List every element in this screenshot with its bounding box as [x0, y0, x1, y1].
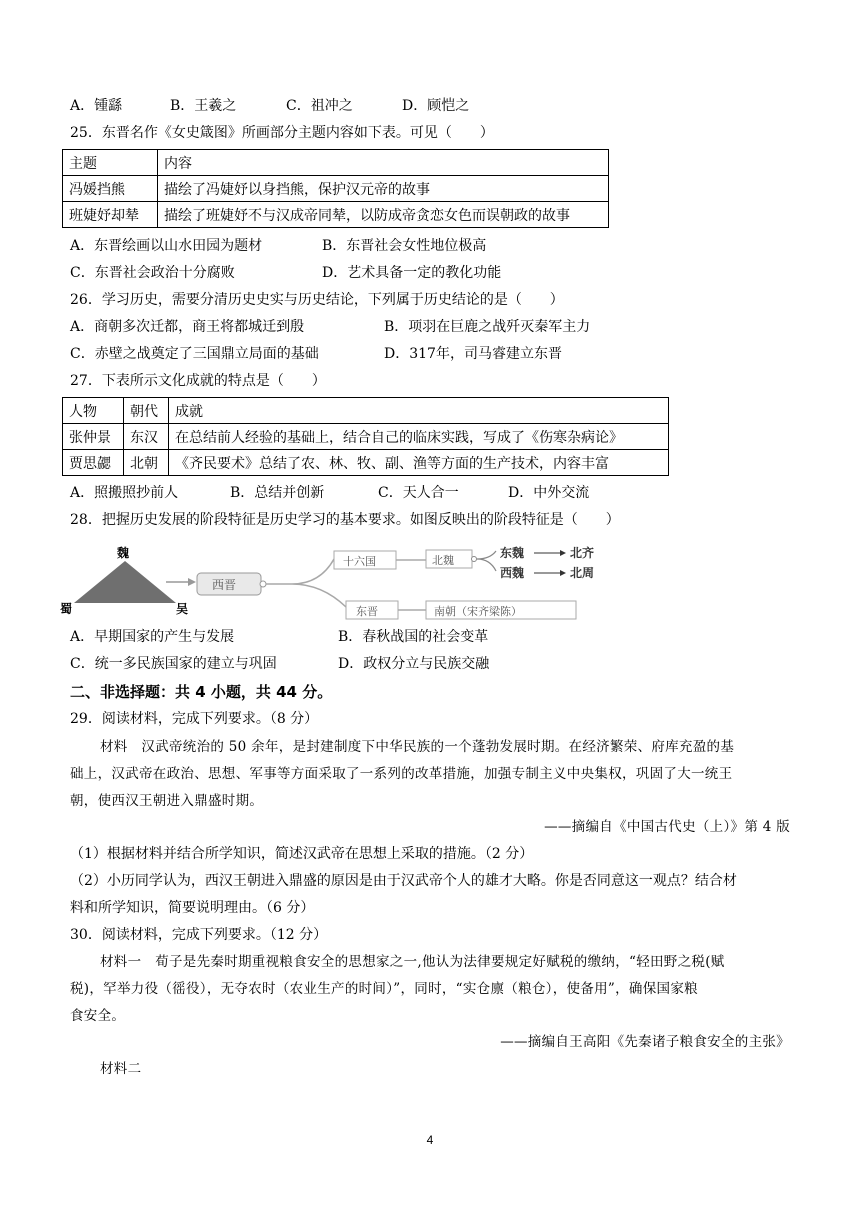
q25-table	[62, 149, 609, 228]
table-row	[63, 424, 669, 450]
table-row	[63, 176, 609, 202]
table-cell: 冯媛挡熊	[63, 176, 158, 202]
q26-stem: 26．学习历史，需要分清历史史实与历史结论，下列属于历史结论的是（ ）	[70, 292, 564, 308]
table-row	[63, 150, 609, 176]
table-cell: 北朝	[124, 450, 169, 476]
label-xijin: 西晋	[212, 578, 237, 592]
q24-option-d: D．顾恺之	[402, 98, 470, 114]
label-wu: 吴	[176, 602, 189, 616]
table-cell: 东汉	[124, 424, 169, 450]
q29-stem: 29．阅读材料，完成下列要求。（8 分）	[70, 711, 319, 727]
q25-option-a: A．东晋绘画以山水田园为题材	[70, 238, 263, 254]
q26-option-c: C．赤壁之战奠定了三国鼎立局面的基础	[70, 346, 319, 362]
label-beiqi: 北齐	[570, 546, 595, 560]
q28-option-a: A．早期国家的产生与发展	[70, 629, 235, 645]
label-xiwei: 西魏	[500, 566, 525, 580]
three-kingdoms-triangle	[74, 561, 176, 603]
table-cell: 在总结前人经验的基础上，结合自己的临床实践，写成了《伤寒杂病论》	[169, 424, 669, 450]
q25-option-b: B．东晋社会女性地位极高	[322, 238, 487, 254]
table-header-cell: 内容	[158, 150, 609, 176]
q27-option-c: C．天人合一	[378, 485, 459, 501]
q27-stem: 27．下表所示文化成就的特点是（ ）	[70, 373, 326, 389]
q30-material1-line1: 材料一 荀子是先秦时期重视粮食安全的思想家之一,他认为法律要规定好赋税的缴纳，“轻田野之税(赋	[100, 954, 725, 970]
q25-option-c: C．东晋社会政治十分腐败	[70, 265, 235, 281]
q30-source: ——摘编自王高阳《先秦诸子粮食安全的主张》	[500, 1034, 790, 1050]
table-header-cell: 主题	[63, 150, 158, 176]
q24-option-c: C．祖冲之	[286, 98, 353, 114]
q29-sub2-line2: 料和所学知识，简要说明理由。（6 分）	[70, 900, 315, 916]
label-beiwei: 北魏	[432, 554, 454, 567]
q28-stem: 28．把握历史发展的阶段特征是历史学习的基本要求。如图反映出的阶段特征是（ ）	[70, 512, 620, 528]
q25-option-d: D．艺术具备一定的教化功能	[322, 265, 502, 281]
table-cell: 《齐民要术》总结了农、林、牧、副、渔等方面的生产技术，内容丰富	[169, 450, 669, 476]
table-cell: 描绘了班婕妤不与汉成帝同辇，以防成帝贪恋女色而误朝政的故事	[158, 202, 609, 228]
q29-material-line2: 础上，汉武帝在政治、思想、军事等方面采取了一系列的改革措施，加强专制主义中央集权，巩固了大一统王	[70, 766, 733, 782]
section-heading: 二、非选择题：共 4 小题，共 44 分。	[70, 683, 333, 701]
q27-option-a: A．照搬照抄前人	[70, 485, 179, 501]
table-cell: 张仲景	[63, 424, 124, 450]
table-cell: 描绘了冯婕妤以身挡熊，保护汉元帝的故事	[158, 176, 609, 202]
q30-material1-line2: 税)，罕举力役（徭役），无夺农时（农业生产的时间）”，同时，“实仓廪（粮仓），使备用”，确保国家粮	[70, 981, 698, 997]
dynasty-diagram	[60, 545, 600, 621]
q26-option-d: D．317年，司马睿建立东晋	[384, 346, 562, 362]
table-header-cell: 成就	[169, 398, 669, 424]
q29-sub2-line1: （2）小历同学认为，西汉王朝进入鼎盛的原因是由于汉武帝个人的雄才大略。你是否同意这一观点？结合材	[70, 873, 737, 889]
q28-option-c: C．统一多民族国家的建立与巩固	[70, 656, 277, 672]
q29-material-line1: 材料 汉武帝统治的 50 余年，是封建制度下中华民族的一个蓬勃发展时期。在经济繁荣、府库充盈的基	[100, 739, 735, 755]
q27-table	[62, 397, 669, 476]
page-number: 4	[426, 1133, 434, 1147]
label-dongjin: 东晋	[356, 605, 378, 618]
q26-option-a: A．商朝多次迁都，商王将都城迁到殷	[70, 319, 305, 335]
label-beizhou: 北周	[570, 566, 595, 580]
q26-option-b: B．项羽在巨鹿之战歼灭秦军主力	[384, 319, 591, 335]
table-row	[63, 398, 669, 424]
q30-material2-label: 材料二	[100, 1061, 142, 1077]
label-wei: 魏	[117, 546, 130, 560]
q24-option-a: A．锺繇	[70, 98, 123, 114]
q30-stem: 30．阅读材料，完成下列要求。（12 分）	[70, 927, 328, 943]
table-cell: 班婕妤却辇	[63, 202, 158, 228]
q28-option-d: D．政权分立与民族交融	[338, 656, 490, 672]
table-cell: 贾思勰	[63, 450, 124, 476]
q28-option-b: B．春秋战国的社会变革	[338, 629, 489, 645]
q29-source: ——摘编自《中国古代史（上）》第 4 版	[544, 819, 790, 835]
q24-option-b: B．王羲之	[170, 98, 237, 114]
q25-stem: 25．东晋名作《女史箴图》所画部分主题内容如下表。可见（ ）	[70, 125, 494, 141]
label-nanchao: 南朝（宋齐梁陈）	[434, 605, 522, 618]
q29-material-line3: 朝，使西汉王朝进入鼎盛时期。	[70, 793, 264, 809]
q27-option-b: B．总结并创新	[230, 485, 325, 501]
table-header-cell: 朝代	[124, 398, 169, 424]
table-row	[63, 202, 609, 228]
q27-option-d: D．中外交流	[508, 485, 590, 501]
q30-material1-line3: 食安全。	[70, 1008, 126, 1024]
label-shiliuguo: 十六国	[343, 555, 376, 568]
label-shu: 蜀	[60, 602, 73, 616]
table-row	[63, 450, 669, 476]
q29-sub1: （1）根据材料并结合所学知识，简述汉武帝在思想上采取的措施。（2 分）	[70, 846, 534, 862]
label-dongwei: 东魏	[500, 546, 525, 560]
table-header-cell: 人物	[63, 398, 124, 424]
